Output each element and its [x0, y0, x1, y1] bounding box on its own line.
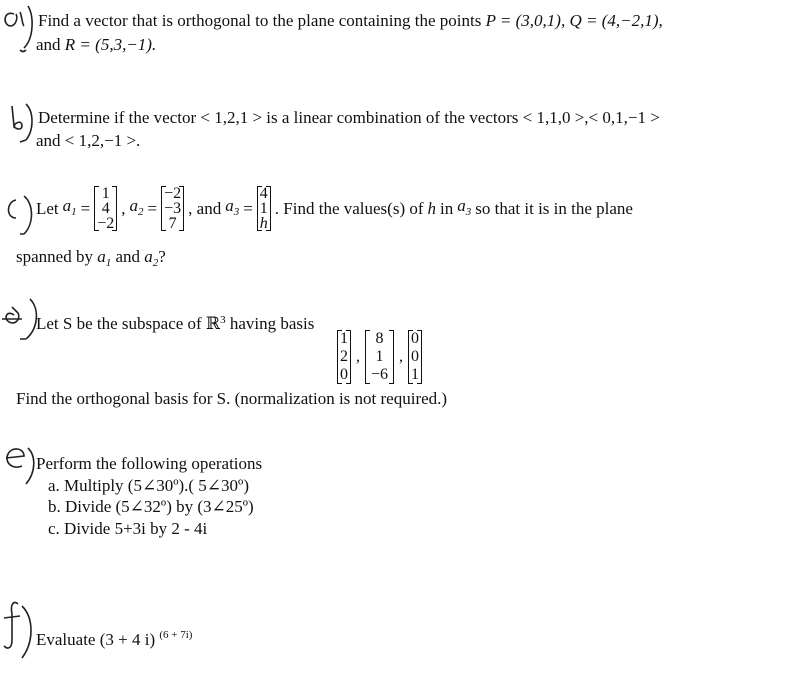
- label-a1-ref: $a_1$: [97, 247, 112, 269]
- equals-sign: =: [80, 199, 91, 218]
- problem-b-line2: and < 1,2,−1 >.: [36, 131, 141, 150]
- problem-d-line1: [36, 309, 314, 335]
- problem-f-exponent: (6 + 7i): [159, 629, 193, 641]
- problem-a-point-r: R = (5,3,−1).: [64, 35, 157, 54]
- basis-vector-2: 8 1 −6: [365, 330, 394, 384]
- problem-c-line1: Let $a_1$ = 1 4 −2 , $a_2$ = −2 −3 7 , and $a_3$ = 4 1 h . Find the values(s) of h in $a_3$ so that it is in the plane: [36, 185, 633, 232]
- handwritten-d-marker: [0, 293, 40, 358]
- problem-b-line1: Determine if the vector < 1,2,1 > is a linear combination of the vectors < 1,1,0 >,< 0,1,−1 >: [38, 108, 660, 127]
- real-field-symbol: ℝ$^3$: [205, 314, 226, 333]
- problem-c-tail: so that it is in the plane: [475, 199, 633, 218]
- problem-c-in: in: [440, 199, 454, 218]
- vector-a2: −2 −3 7: [161, 186, 184, 231]
- problem-a-text: Find a vector that is orthogonal to the plane containing the points: [38, 11, 486, 30]
- problem-e-item-b: b. Divide (5∠32º) by (3∠25º): [48, 497, 254, 516]
- equals-sign: =: [147, 199, 158, 218]
- problem-d-basis-label: having basis: [229, 314, 315, 333]
- problem-c-line2: [16, 245, 166, 275]
- problem-c-let: Let: [36, 199, 59, 218]
- handwritten-a-marker: [0, 2, 40, 67]
- problem-c-and-2: and: [115, 247, 141, 266]
- problem-d-line2: Find the orthogonal basis for S. (normalization is not required.): [16, 389, 448, 408]
- handwritten-f-marker: [0, 596, 40, 671]
- label-a1: $a_1$: [62, 195, 77, 218]
- question-mark: ?: [158, 247, 166, 266]
- problem-e-item-a: a. Multiply (5∠30º).( 5∠30º): [48, 476, 249, 495]
- problem-e-title: Perform the following operations: [36, 454, 263, 473]
- vector-a1: 1 4 −2: [94, 186, 117, 231]
- equals-sign: =: [243, 199, 253, 218]
- label-a3-ref: $a_3$: [457, 195, 472, 218]
- label-a2: $a_2$: [129, 195, 144, 218]
- problem-a-line1: [38, 9, 663, 32]
- problem-a-points-pq: P = (3,0,1), Q = (4,−2,1),: [485, 11, 663, 30]
- problem-d-text: Let S be the subspace of: [36, 314, 202, 333]
- problem-a-and: and: [36, 35, 65, 54]
- problem-e-item-c: c. Divide 5+3i by 2 - 4i: [48, 519, 208, 538]
- basis-vectors: 1 2 0 , 8 1 −6 , 0 0 1: [337, 330, 422, 384]
- vector-a3: 4 1 h: [257, 186, 271, 231]
- problem-f-expression: [36, 624, 192, 651]
- spanned-by: spanned by: [16, 247, 93, 266]
- label-a2-ref: $a_2$: [144, 247, 159, 269]
- basis-vector-1: 1 2 0: [337, 330, 351, 384]
- problem-f-text: Evaluate (3 + 4 i): [36, 630, 156, 649]
- label-a3: $a_3$: [225, 195, 240, 218]
- variable-h: h: [427, 199, 437, 218]
- problem-c-and: , and: [188, 199, 222, 218]
- problem-c-text: . Find the values(s) of: [274, 199, 424, 218]
- problem-a-line2: [36, 33, 156, 56]
- basis-vector-3: 0 0 1: [408, 330, 422, 384]
